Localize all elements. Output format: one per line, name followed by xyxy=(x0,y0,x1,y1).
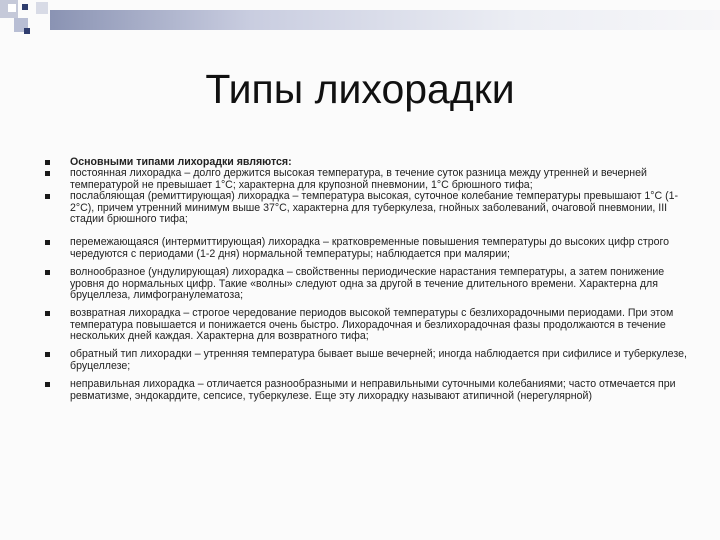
deco-square-dark xyxy=(22,4,28,10)
bullet-square-icon xyxy=(45,382,50,387)
list-item-text: послабляющая (ремиттирующая) лихорадка – температура высокая, суточное колебание температуры превышают 1°С (1-2°С), причем утренний минимум выше 37°С, характерна для туберкулеза, гнойных заболеваний, очаговой пневмонии, III стадии брюшного тифа; xyxy=(70,190,679,226)
list-item xyxy=(40,308,695,343)
list-item xyxy=(40,191,695,226)
list-item-text: неправильная лихорадка – отличается разнообразными и неправильными суточными колебаниями; часто отмечается при ревматизме, эндокардите, сепсисе, туберкулезе. Еще эту лихорадку называют атипичной (нерегулярной) xyxy=(70,378,676,402)
bullet-square-icon xyxy=(45,311,50,316)
list-item-text: обратный тип лихорадки – утренняя температура бывает выше вечерней; иногда наблюдается при сифилисе и туберкулезе, бруцеллезе; xyxy=(70,348,687,372)
list-item-text: волнообразное (ундулирующая) лихорадка – свойственны периодические нарастания температуры, а затем понижение уровня до нормальных цифр. Такие «волны» следуют одна за другой в течение длительного времени. Характерна для бруцеллеза, лимфогранулематоза; xyxy=(70,266,665,302)
list-item xyxy=(40,267,695,302)
list-item-text: Основными типами лихорадки являются: xyxy=(70,156,292,168)
deco-bar xyxy=(50,10,720,30)
list-item-text: возвратная лихорадка – строгое чередование периодов высокой температуры с безлихорадочными периодами. При этом температура повышается и понижается очень быстро. Лихорадочная и безлихорадочная фазы продолжаются в течение нескольких дней каждая. Характерна для возвратного тифа; xyxy=(70,307,674,343)
deco-square-light xyxy=(36,2,48,14)
list-item-text: перемежающаяся (интермиттирующая) лихорадка – кратковременные повышения температуры до высоких цифр строго чередуются с периодами (1-2 дня) нормальной температуры; наблюдается при малярии; xyxy=(70,236,670,260)
bullet-square-icon xyxy=(45,270,50,275)
bullet-square-icon xyxy=(45,352,50,357)
deco-square-dark-2 xyxy=(24,28,30,34)
header-decoration xyxy=(0,0,720,40)
bullet-square-icon xyxy=(45,240,50,245)
bullet-square-icon xyxy=(45,194,50,199)
list-item xyxy=(40,379,695,402)
bullet-square-icon xyxy=(45,171,50,176)
list-item xyxy=(40,237,695,260)
list-item xyxy=(40,349,695,372)
bullet-square-icon xyxy=(45,160,50,165)
deco-square-small xyxy=(8,4,16,12)
list-item xyxy=(40,168,695,191)
page-title: Типы лихорадки xyxy=(205,66,515,112)
list-item-text: постоянная лихорадка – долго держится высокая температура, в течение суток разница между утренней и вечерней температурой не превышает 1°С; характерна для крупозной пневмонии, 1°С брюшного тифа; xyxy=(70,167,647,191)
